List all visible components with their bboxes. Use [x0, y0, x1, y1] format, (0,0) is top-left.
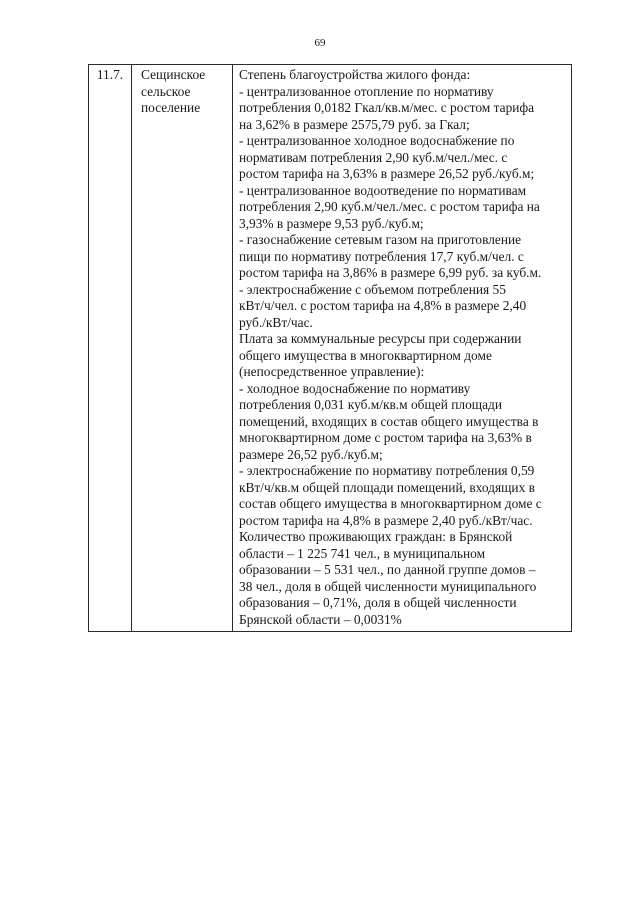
- description-line: кВт/ч/кв.м общей площади помещений, входящих в: [239, 479, 535, 495]
- description-line: ростом тарифа на 3,86% в размере 6,99 руб. за куб.м.: [239, 265, 542, 280]
- description-line: кВт/ч/чел. с ростом тарифа на 4,8% в размере 2,40: [239, 298, 527, 313]
- description-line: пищи по нормативу потребления 17,7 куб.м/чел. с: [239, 248, 524, 264]
- table-row: [89, 65, 572, 632]
- description-line: - холодное водоснабжение по нормативу: [239, 380, 471, 396]
- settlement-name-line: поселение: [141, 100, 201, 115]
- description-line: ростом тарифа на 3,63% в размере 26,52 руб./куб.м;: [239, 166, 535, 181]
- description-line: помещений, входящих в состав общего имущества в: [239, 413, 539, 429]
- description-line: 3,93% в размере 9,53 руб./куб.м;: [239, 215, 424, 231]
- description-line: - централизованное отопление по нормативу: [239, 83, 494, 99]
- description-line: размере 26,52 руб./куб.м;: [239, 446, 383, 462]
- description-line: - централизованное водоотведение по нормативам: [239, 182, 527, 198]
- description-line: Количество проживающих граждан: в Брянской: [239, 529, 513, 544]
- description-line: общего имущества в многоквартирном доме: [239, 347, 492, 363]
- description-line: Степень благоустройства жилого фонда:: [239, 67, 471, 82]
- description-line: Брянской области – 0,0031%: [239, 611, 402, 627]
- description-line: образования – 0,71%, доля в общей численности: [239, 595, 517, 610]
- description-line: - электроснабжение по нормативу потребления 0,59: [239, 463, 535, 478]
- page-number: 69: [314, 37, 326, 49]
- row-number-cell: 11.7.: [89, 65, 132, 632]
- description-line: на 3,62% в размере 2575,79 руб. за Гкал;: [239, 116, 470, 132]
- settlement-name-line: Сещинское: [141, 67, 206, 82]
- description-line: ростом тарифа на 4,8% в размере 2,40 руб./кВт/час.: [239, 512, 533, 528]
- description-line: многоквартирном доме с ростом тарифа на 3,63% в: [239, 430, 532, 445]
- description-line: нормативам потребления 2,90 куб.м/чел./мес. с: [239, 149, 508, 165]
- settlement-name-line: сельское: [141, 83, 191, 99]
- description-line: Плата за коммунальные ресурсы при содержании: [239, 331, 522, 346]
- description-line: (непосредственное управление):: [239, 364, 425, 379]
- description-line: потребления 2,90 куб.м/чел./мес. с ростом тарифа на: [239, 199, 540, 214]
- description-line: потребления 0,031 куб.м/кв.м общей площади: [239, 397, 502, 412]
- description-line: области – 1 225 741 чел., в муниципальном: [239, 545, 486, 561]
- description-line: потребления 0,0182 Гкал/кв.м/мес. с ростом тарифа: [239, 100, 535, 115]
- description-line: - электроснабжение с объемом потребления 55: [239, 281, 506, 297]
- tariff-table: [88, 64, 572, 632]
- description-line: образовании – 5 531 чел., по данной группе домов –: [239, 562, 536, 577]
- description-line: состав общего имущества в многоквартирном доме с: [239, 496, 542, 511]
- description-line: руб./кВт/час.: [239, 314, 313, 330]
- description-line: 38 чел., доля в общей численности муниципального: [239, 578, 537, 594]
- settlement-name-cell: [132, 65, 233, 632]
- description-line: - газоснабжение сетевым газом на приготовление: [239, 232, 522, 247]
- description-cell: [233, 65, 572, 632]
- description-line: - централизованное холодное водоснабжение по: [239, 133, 515, 148]
